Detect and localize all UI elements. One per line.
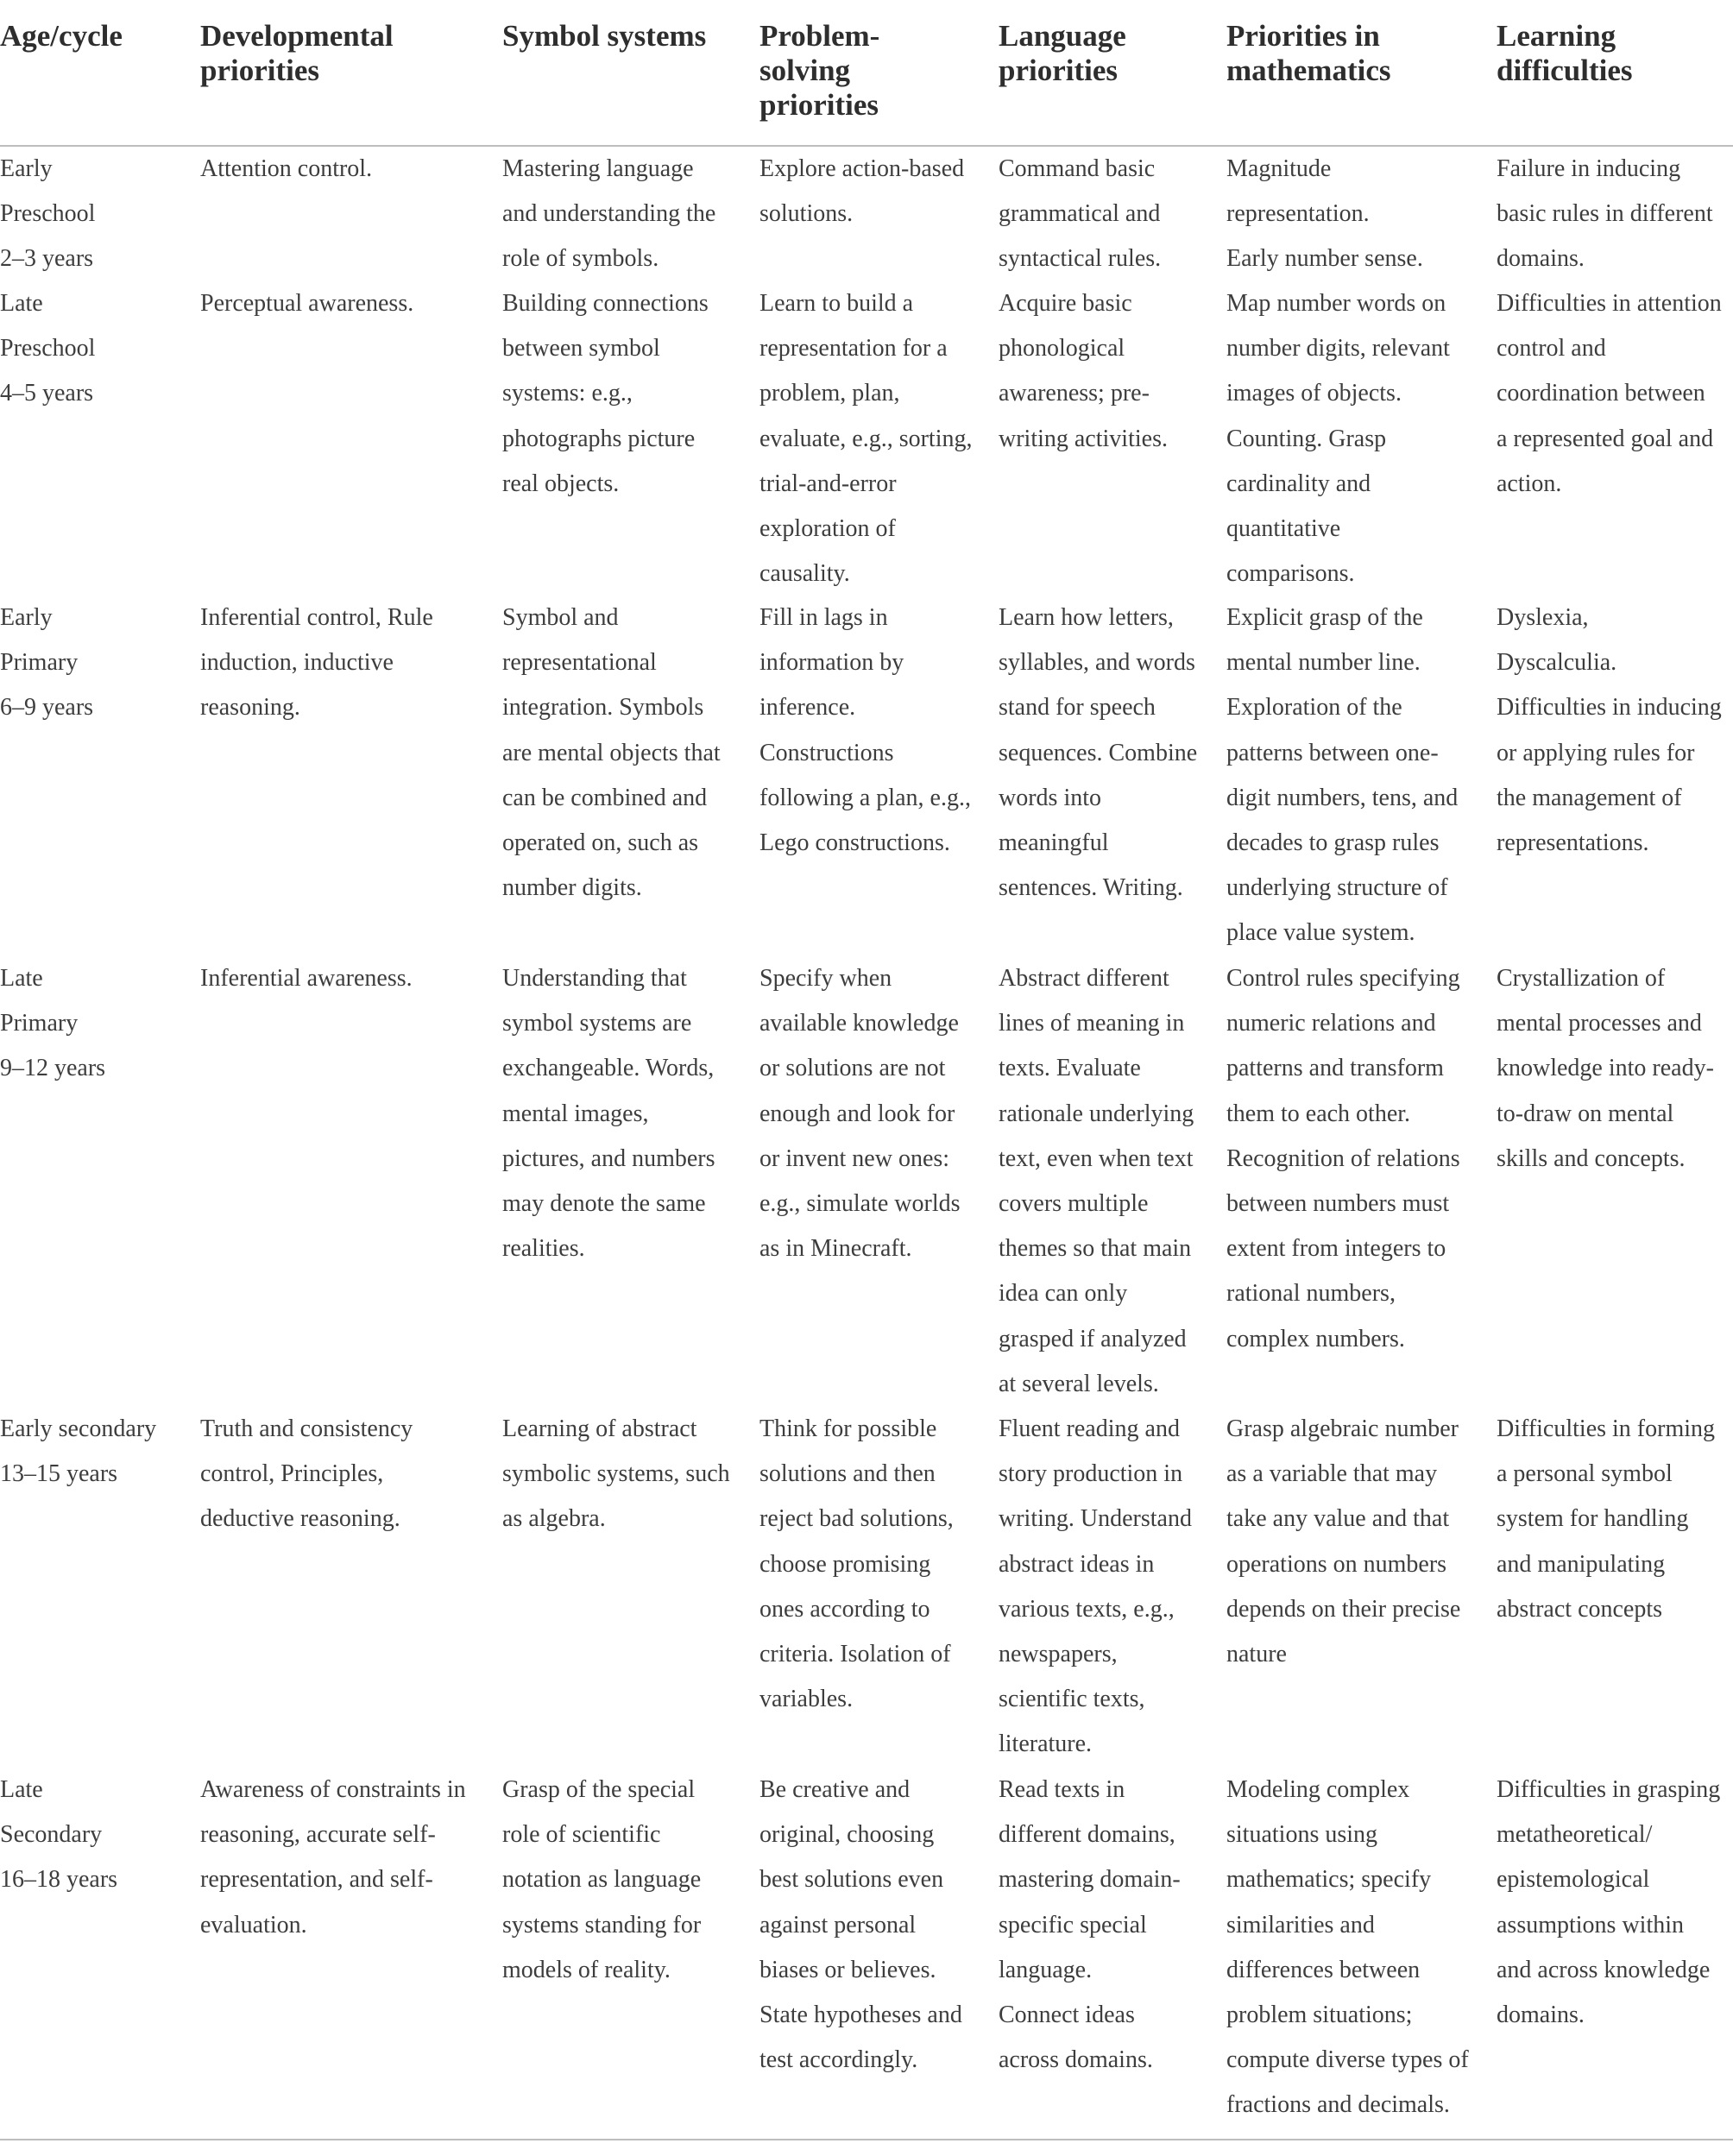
header-language-priorities: Language priorities [999, 19, 1126, 87]
cell-age-cycle: Early secondary 13–15 years [0, 1415, 157, 1488]
header-priorities-in-mathematics: Priorities in mathematics [1226, 19, 1391, 87]
cell-developmental-priorities: Truth and consistency control, Principles, deductive reasoning. [200, 1415, 413, 1533]
cell-learning-difficulties: Difficulties in forming a personal symbol system for handling and manipulating abstract concepts [1497, 1415, 1715, 1623]
cell-age-cycle: Late Preschool 4–5 years [0, 290, 96, 407]
cell-symbol-systems: Symbol and representational integration. Symbols are mental objects that can be combined and operated on, such as number digits. [502, 604, 721, 902]
cell-problem-solving: Learn to build a representation for a problem, plan, evaluate, e.g., sorting, trial-and-error exploration of causality. [759, 290, 973, 588]
cell-age-cycle: Early Primary 6–9 years [0, 604, 94, 722]
table-bottom-rule [0, 2139, 1733, 2140]
cell-mathematics: Map number words on number digits, relevant images of objects. Counting. Grasp cardinality and quantitative comparisons. [1226, 290, 1450, 588]
cell-language: Acquire basic phonological awareness; pre- writing activities. [999, 290, 1168, 452]
header-developmental-priorities: Developmental priorities [200, 19, 394, 87]
cell-problem-solving: Explore action-based solutions. [759, 155, 965, 228]
cell-developmental-priorities: Perceptual awareness. [200, 290, 414, 317]
cell-learning-difficulties: Failure in inducing basic rules in different domains. [1497, 155, 1713, 273]
header-age-cycle: Age/cycle [0, 19, 123, 53]
cell-problem-solving: Specify when available knowledge or solutions are not enough and look for or invent new ones: e.g., simulate worlds as in Minecraft. [759, 965, 961, 1263]
cell-language: Learn how letters, syllables, and words stand for speech sequences. Combine words into meaningful sentences. Writing. [999, 604, 1198, 902]
cell-mathematics: Grasp algebraic number as a variable that may take any value and that operations on numbers depends on their precise nature [1226, 1415, 1461, 1668]
cell-learning-difficulties: Difficulties in grasping metatheoretical/ epistemological assumptions within and across knowledge domains. [1497, 1776, 1721, 2029]
cell-language: Read texts in different domains, mastering domain- specific special language. Connect ideas across domains. [999, 1776, 1181, 2074]
cell-mathematics: Control rules specifying numeric relations and patterns and transform them to each other. Recognition of relations between numbers must extent from integers to rational numbers, complex numbers. [1226, 965, 1460, 1352]
cell-learning-difficulties: Difficulties in attention control and coordination between a represented goal and action. [1497, 290, 1722, 497]
header-problem-solving-priorities: Problem- solving priorities [759, 19, 880, 122]
cell-symbol-systems: Learning of abstract symbolic systems, such as algebra. [502, 1415, 730, 1533]
cell-learning-difficulties: Crystallization of mental processes and knowledge into ready- to-draw on mental skills and concepts. [1497, 965, 1714, 1172]
header-learning-difficulties: Learning difficulties [1497, 19, 1633, 87]
cell-age-cycle: Late Secondary 16–18 years [0, 1776, 118, 1894]
cell-problem-solving: Fill in lags in information by inference. Constructions following a plan, e.g., Lego constructions. [759, 604, 971, 857]
cell-learning-difficulties: Dyslexia, Dyscalculia. Difficulties in inducing or applying rules for the management of representations. [1497, 604, 1722, 857]
cell-mathematics: Magnitude representation. Early number sense. [1226, 155, 1423, 273]
header-symbol-systems: Symbol systems [502, 19, 707, 53]
table-header [0, 0, 1733, 145]
cell-symbol-systems: Grasp of the special role of scientific notation as language systems standing for models of reality. [502, 1776, 702, 1983]
cell-language: Fluent reading and story production in writing. Understand abstract ideas in various texts, e.g., newspapers, scientific texts, literature. [999, 1415, 1192, 1758]
cell-developmental-priorities: Inferential control, Rule induction, inductive reasoning. [200, 604, 433, 722]
cell-symbol-systems: Mastering language and understanding the role of symbols. [502, 155, 716, 273]
cell-mathematics: Explicit grasp of the mental number line. Exploration of the patterns between one- digit numbers, tens, and decades to grasp rules underlying structure of place value system. [1226, 604, 1459, 947]
cell-developmental-priorities: Inferential awareness. [200, 965, 413, 992]
cell-symbol-systems: Building connections between symbol systems: e.g., photographs picture real objects. [502, 290, 709, 497]
cell-age-cycle: Late Primary 9–12 years [0, 965, 106, 1082]
cell-language: Abstract different lines of meaning in texts. Evaluate rationale underlying text, even when text covers multiple themes so that main idea can only grasped if analyzed at several levels. [999, 965, 1194, 1397]
cell-developmental-priorities: Awareness of constraints in reasoning, accurate self- representation, and self- evaluation. [200, 1776, 466, 1939]
cell-developmental-priorities: Attention control. [200, 155, 373, 182]
cell-symbol-systems: Understanding that symbol systems are exchangeable. Words, mental images, pictures, and numbers may denote the same realities. [502, 965, 715, 1263]
cell-problem-solving: Think for possible solutions and then reject bad solutions, choose promising ones according to criteria. Isolation of variables. [759, 1415, 954, 1713]
cell-language: Command basic grammatical and syntactical rules. [999, 155, 1162, 273]
cell-mathematics: Modeling complex situations using mathematics; specify similarities and differences between problem situations; compute diverse types of fractions and decimals. [1226, 1776, 1469, 2119]
cell-problem-solving: Be creative and original, choosing best solutions even against personal biases or believes. State hypotheses and test accordingly. [759, 1776, 962, 2074]
cell-age-cycle: Early Preschool 2–3 years [0, 155, 96, 273]
